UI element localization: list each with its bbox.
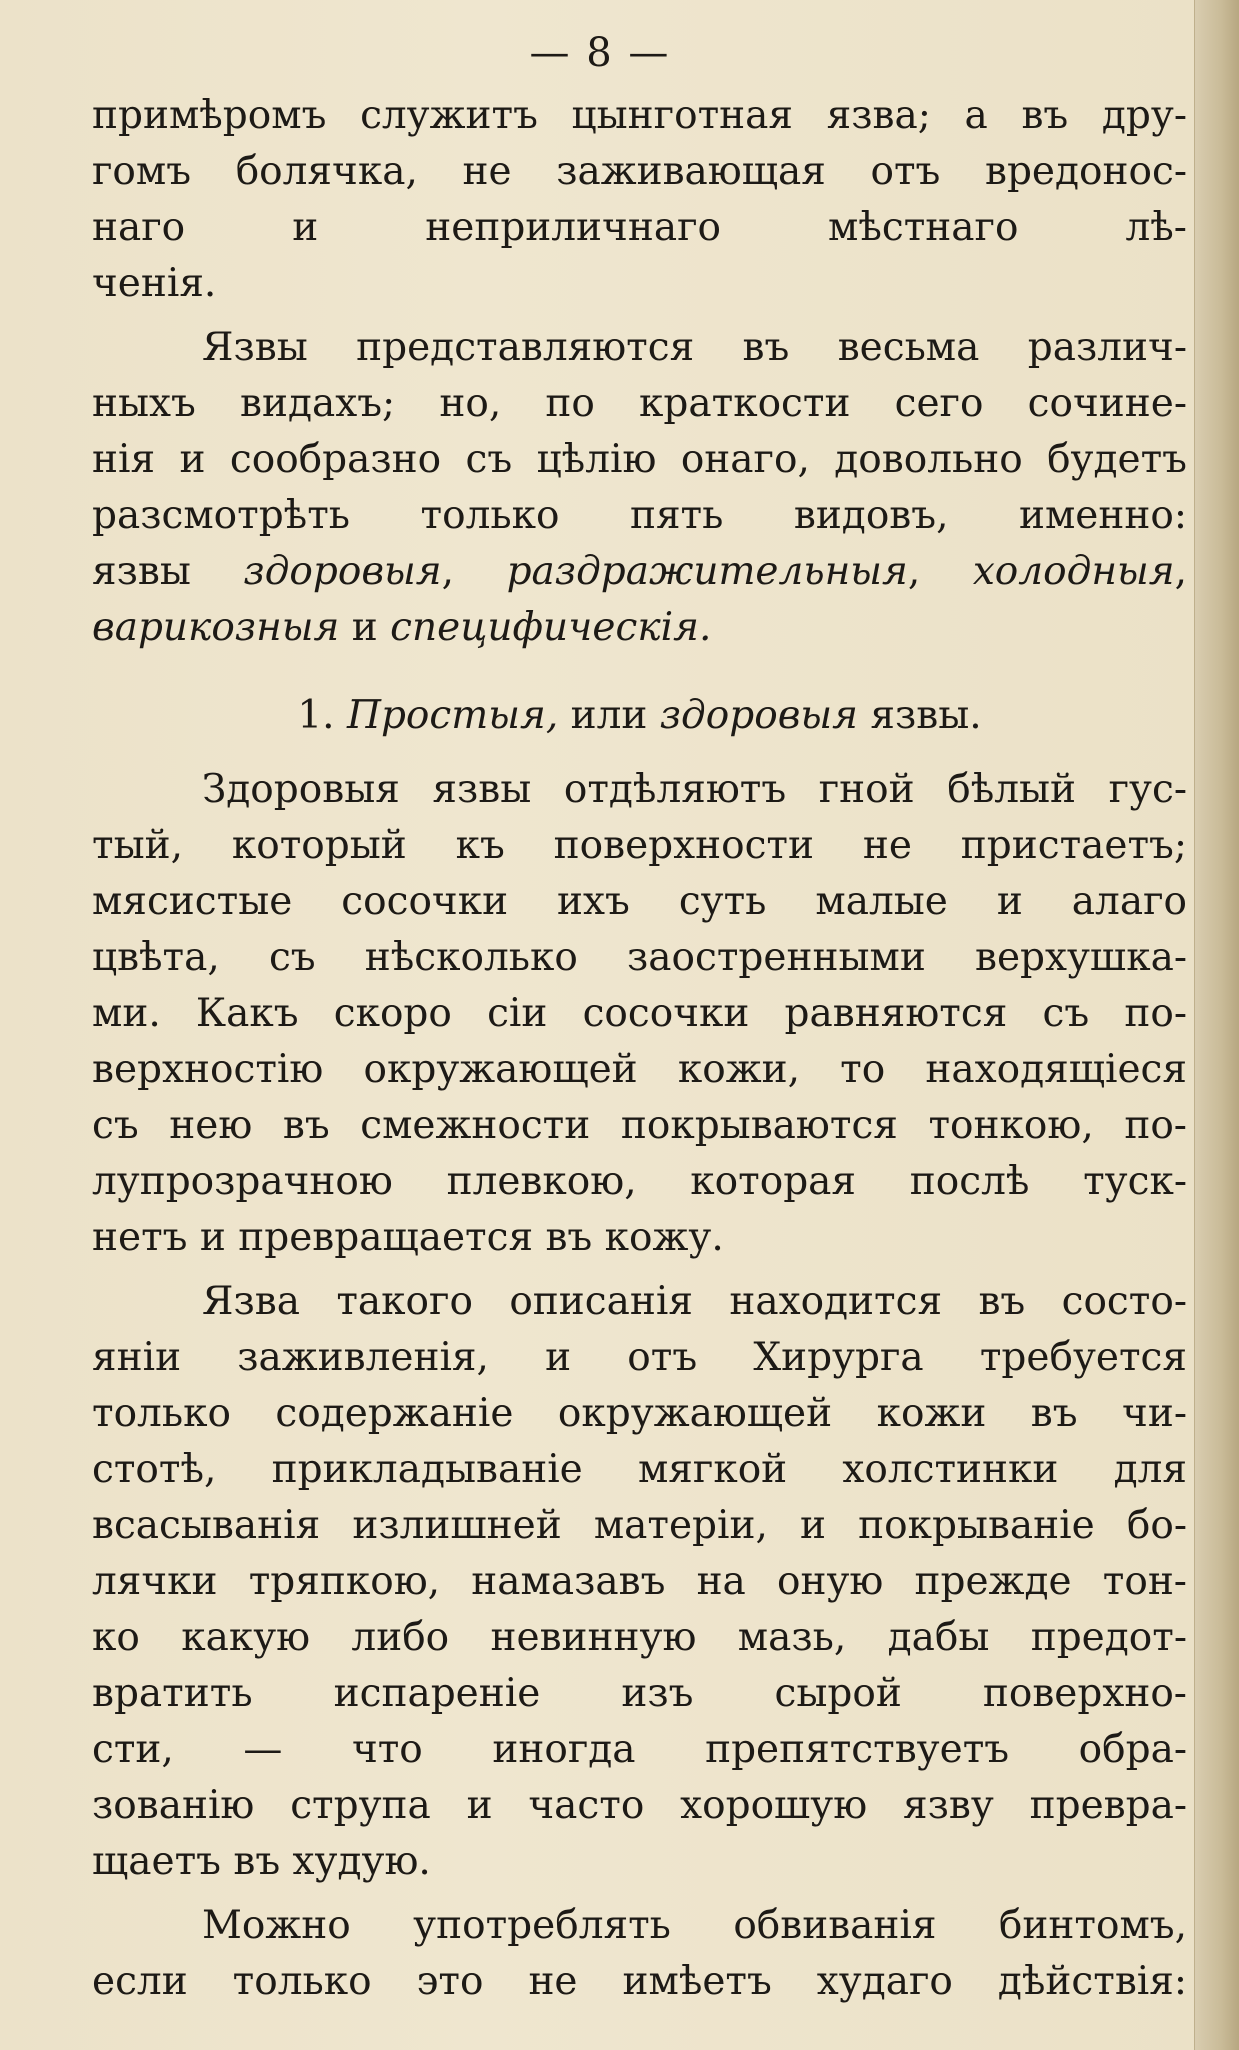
text-line: ко какую либо невинную мазь, дабы предот- xyxy=(92,1615,1187,1660)
text-line: верхностію окружающей кожи, то находящіеся xyxy=(92,1047,1187,1092)
text-line xyxy=(92,600,1187,656)
page-text xyxy=(92,88,1187,2010)
text-line: разсмотрѣть только пять видовъ, именно: xyxy=(92,493,1187,538)
text-line: тый, который къ поверхности не пристаетъ; xyxy=(92,823,1187,868)
text-line: сти, — что иногда препятствуетъ обра- xyxy=(92,1727,1187,1772)
section-number: 1. xyxy=(297,693,347,738)
text-line: лячки тряпкою, намазавъ на оную прежде тон- xyxy=(92,1559,1187,1604)
text-line: стотѣ, прикладываніе мягкой холстинки для xyxy=(92,1447,1187,1492)
paragraph-5 xyxy=(92,1898,1187,2010)
text-line: вратить испареніе изъ сырой поверхно- xyxy=(92,1671,1187,1716)
text-line: зованію струпа и часто хорошую язву превра- xyxy=(92,1783,1187,1828)
text-line: цвѣта, съ нѣсколько заостренными верхушка- xyxy=(92,935,1187,980)
text-line: лупрозрачною плевкою, которая послѣ туск- xyxy=(92,1159,1187,1204)
page-number: — 8 — xyxy=(529,30,671,76)
section-title: Простыя, xyxy=(346,693,559,738)
text-fragment: язвы xyxy=(92,549,244,594)
text-line: Язвы представляются въ весьма различ- xyxy=(202,325,1187,370)
paragraph-3 xyxy=(92,762,1187,1266)
text-line: нія и сообразно съ цѣлію онаго, довольно будетъ xyxy=(92,437,1187,482)
text-line: нетъ и превращается въ кожу. xyxy=(92,1215,724,1260)
text-fragment: и xyxy=(339,605,391,650)
ulcer-kind-varicose: варикозныя xyxy=(92,605,340,650)
paragraph-2 xyxy=(92,320,1187,656)
paragraph-4 xyxy=(92,1274,1187,1890)
text-line: всасыванія излишней матеріи, и покрываніе бо- xyxy=(92,1503,1187,1548)
text-line: примѣромъ служитъ цынготная язва; а въ дру- xyxy=(92,93,1187,138)
section-subtitle: здоровыя xyxy=(659,693,858,738)
text-line: мясистые сосочки ихъ суть малые и алаго xyxy=(92,879,1187,924)
text-line: Язва такого описанія находится въ состо- xyxy=(202,1279,1187,1324)
ulcer-kind-cold: холодныя xyxy=(972,549,1175,594)
text-line: ченія. xyxy=(92,261,217,306)
book-spine-edge xyxy=(1194,0,1239,2050)
text-line: съ нею въ смежности покрываются тонкою, по- xyxy=(92,1103,1187,1148)
text-line: Здоровыя язвы отдѣляютъ гной бѣлый гус- xyxy=(202,767,1187,812)
text-line: ми. Какъ скоро сіи сосочки равняются съ по- xyxy=(92,991,1187,1036)
text-line: гомъ болячка, не заживающая отъ вредонос- xyxy=(92,149,1187,194)
ulcer-kind-healthy: здоровыя xyxy=(243,549,442,594)
text-line: яніи заживленія, и отъ Хирурга требуется xyxy=(92,1335,1187,1380)
paragraph-1 xyxy=(92,88,1187,312)
text-line: если только это не имѣетъ худаго дѣйствія: xyxy=(92,1959,1187,2004)
section-heading xyxy=(92,686,1187,746)
text-line: щаетъ въ худую. xyxy=(92,1839,431,1884)
text-fragment: язвы. xyxy=(857,693,982,738)
text-line: только содержаніе окружающей кожи въ чи- xyxy=(92,1391,1187,1436)
text-line: наго и неприличнаго мѣстнаго лѣ- xyxy=(92,205,1187,250)
text-line: Можно употреблять обвиванія бинтомъ, xyxy=(202,1903,1187,1948)
ulcer-kind-irritable: раздражительныя xyxy=(506,549,908,594)
text-line: язвы здоровыя, раздражительныя, холодныя, xyxy=(92,549,1187,594)
text-fragment: или xyxy=(558,693,660,738)
text-line: ныхъ видахъ; но, по краткости сего сочине- xyxy=(92,381,1187,426)
ulcer-kind-specific: специфическія. xyxy=(390,605,712,650)
